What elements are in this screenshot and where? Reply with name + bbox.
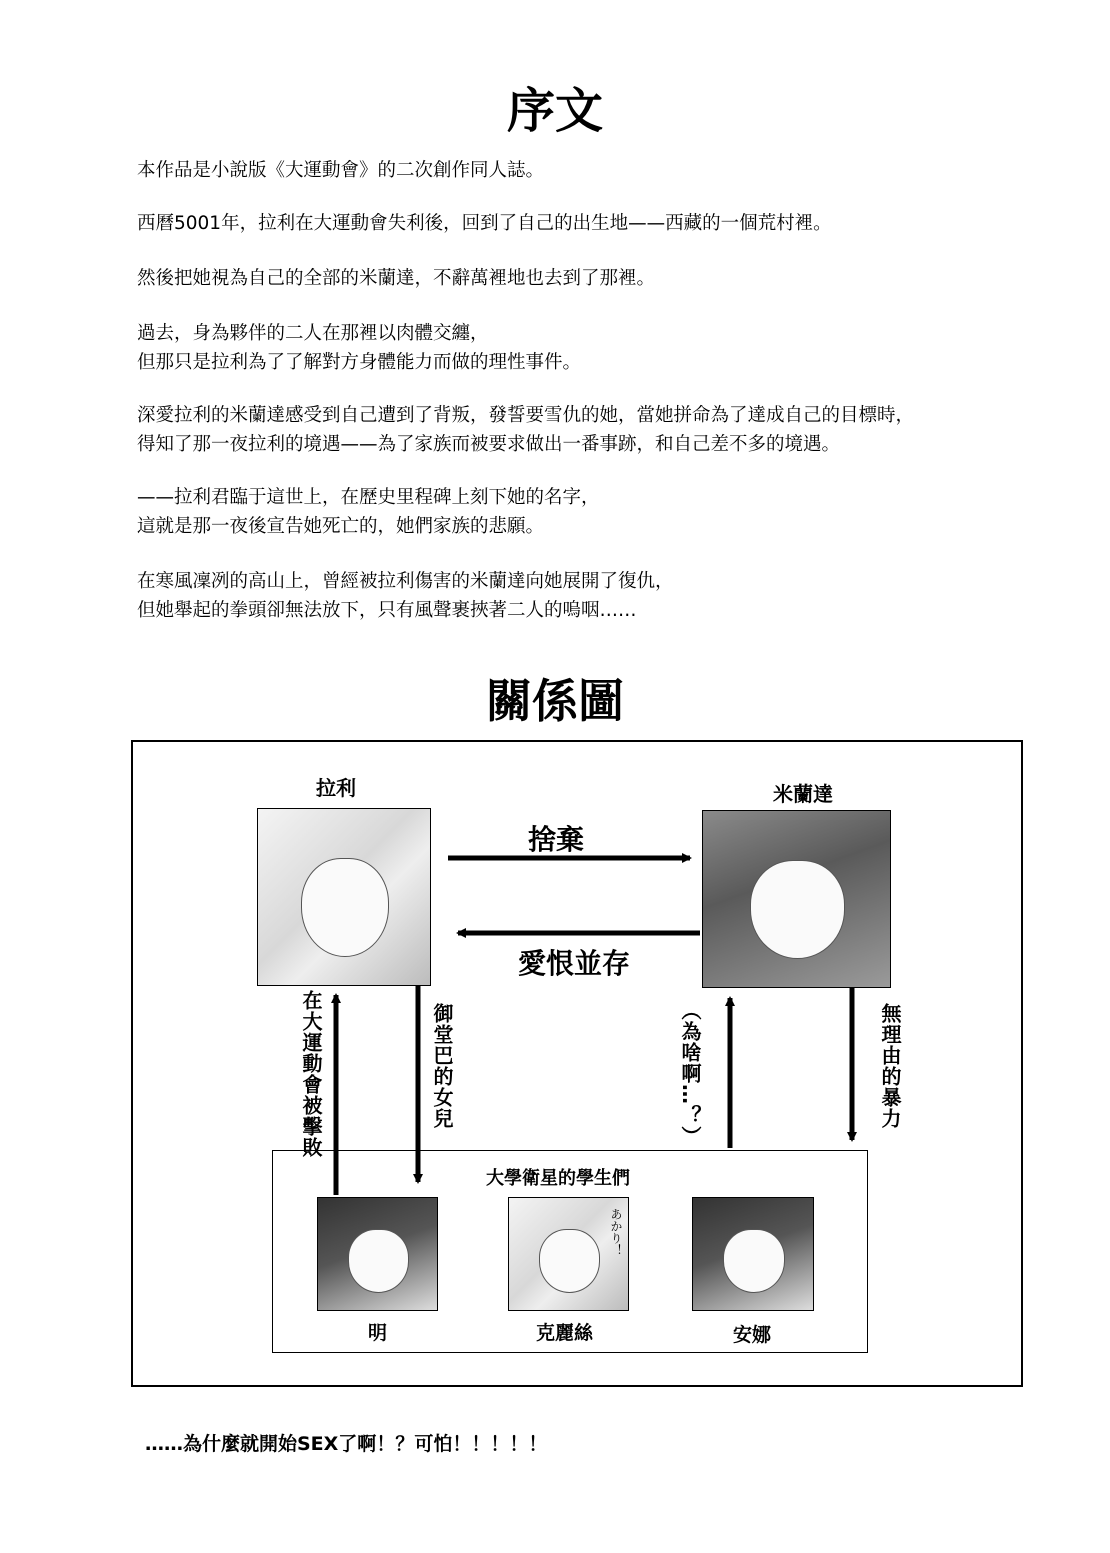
student-name-chris: 克麗絲 <box>536 1322 594 1344</box>
chris-portrait <box>508 1197 629 1311</box>
text-line: 過去，身為夥伴的二人在那裡以肉體交纏， <box>137 323 489 344</box>
students-group-title: 大學衛星的學生們 <box>486 1168 630 1189</box>
text-line: 在寒風凜冽的高山上，曾經被拉利傷害的米蘭達向她展開了復仇， <box>137 571 674 592</box>
relation-why-label: （為啥啊…？） <box>678 1000 702 1147</box>
text-line: 本作品是小說版《大運動會》的二次創作同人誌。 <box>137 160 545 181</box>
relation-daughter-label: 御堂巴的女兒 <box>430 1003 454 1129</box>
preface-title: 序文 <box>506 83 603 139</box>
text-line: 西曆5001年，拉利在大運動會失利後，回到了自己的出生地——西藏的一個荒村裡。 <box>137 213 832 234</box>
student-name-akari: 明 <box>368 1322 388 1344</box>
text-line: 但那只是拉利為了了解對方身體能力而做的理性事件。 <box>137 352 582 373</box>
anna-portrait <box>692 1197 814 1311</box>
text-line: 但她舉起的拳頭卻無法放下，只有風聲裹挾著二人的嗚咽…… <box>137 600 637 621</box>
sfx-text: あかり！ <box>609 1208 623 1256</box>
akari-portrait <box>317 1197 438 1311</box>
relation-love-hate-label: 愛恨並存 <box>518 947 631 980</box>
chart-title: 關係圖 <box>486 674 624 728</box>
student-name-anna: 安娜 <box>733 1324 772 1346</box>
text-line: 然後把她視為自己的全部的米蘭達，不辭萬裡地也去到了那裡。 <box>137 268 656 289</box>
text-line: 得知了那一夜拉利的境遇——為了家族而被要求做出一番事跡，和自己差不多的境遇。 <box>137 434 841 455</box>
relation-abandon-label: 捨棄 <box>528 823 585 856</box>
text-line: 這就是那一夜後宣告她死亡的，她們家族的悲願。 <box>137 516 545 537</box>
text-line: ——拉利君臨于這世上，在歷史里程碑上刻下她的名字， <box>137 487 600 508</box>
character-name-lali: 拉利 <box>316 776 356 800</box>
footer-caption: ……為什麼就開始SEX了啊！？可怕！！！！！ <box>145 1433 548 1455</box>
relation-violence-label: 無理由的暴力 <box>878 1003 902 1129</box>
text-line: 深愛拉利的米蘭達感受到自己遭到了背叛，發誓要雪仇的她，當她拼命為了達成自己的目標時， <box>137 405 915 426</box>
character-name-miranda: 米蘭達 <box>773 782 833 806</box>
relation-defeated-label: 在大運動會被擊敗 <box>299 990 323 1158</box>
